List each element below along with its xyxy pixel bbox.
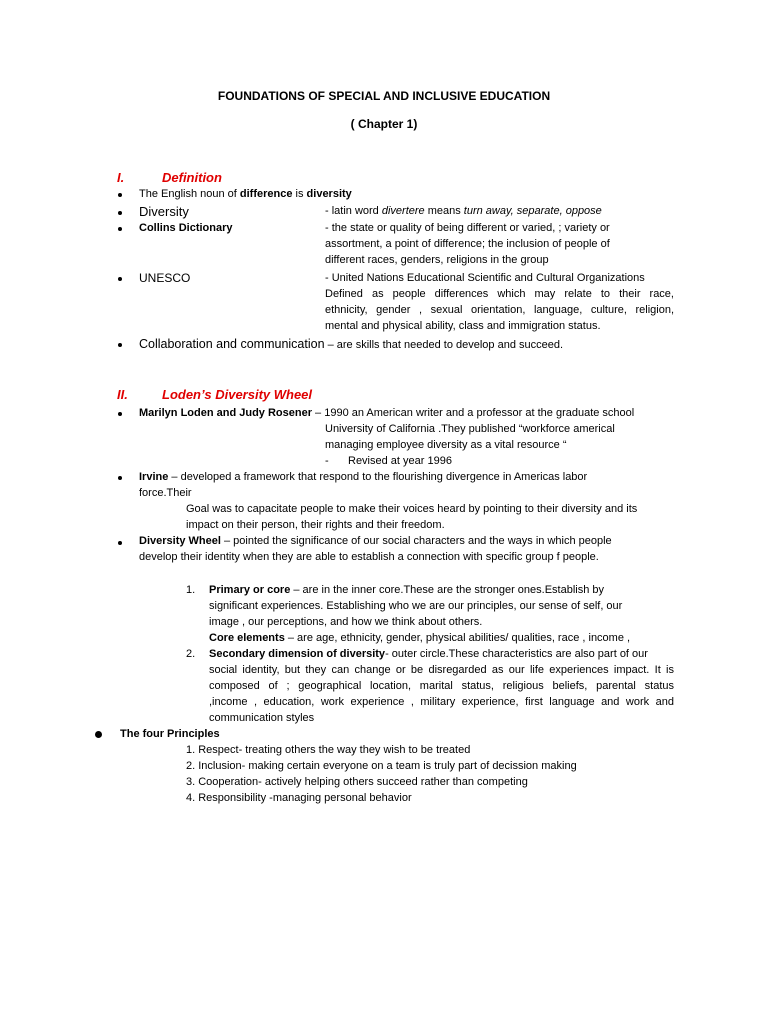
wheel-text-1: – pointed the significance of our social characters and the ways in which people bbox=[220, 535, 612, 547]
secondary-line-4: ,income , education, work experience , military experience, first language and work and bbox=[209, 696, 674, 708]
diversity-def-pre: - latin word bbox=[325, 205, 382, 217]
collaboration-line bbox=[139, 337, 563, 351]
principles-label: The four Principles bbox=[120, 728, 220, 740]
unesco-label: UNESCO bbox=[139, 271, 191, 285]
document-title: FOUNDATIONS OF SPECIAL AND INCLUSIVE EDUCATION bbox=[217, 89, 551, 103]
unesco-line-4: mental and physical ability, class and immigration status. bbox=[325, 320, 601, 332]
principle-item: 1. Respect- treating others the way they wish to be treated bbox=[186, 744, 471, 756]
bullet-icon bbox=[118, 193, 122, 197]
definition-bold-diversity: diversity bbox=[306, 188, 352, 200]
diversity-def-mid: means bbox=[424, 205, 464, 217]
unesco-line-1: - United Nations Educational Scientific and Cultural Organizations bbox=[325, 272, 645, 284]
chapter-subtitle: ( Chapter 1) bbox=[350, 117, 418, 131]
bullet-icon bbox=[118, 211, 122, 215]
irvine-label: Irvine bbox=[139, 471, 169, 483]
definition-text: The English noun of bbox=[139, 188, 240, 200]
collins-line-2: assortment, a point of difference; the inclusion of people of bbox=[325, 238, 610, 250]
collaboration-text: – are skills that needed to develop and succeed. bbox=[324, 339, 564, 351]
diversity-definition bbox=[325, 205, 602, 217]
loden-text-1: – 1990 an American writer and a professor at the graduate school bbox=[311, 407, 635, 419]
loden-dash: - bbox=[325, 455, 329, 467]
secondary-line-5: communication styles bbox=[209, 712, 315, 724]
unesco-line-2: Defined as people differences which may relate to their race, bbox=[325, 288, 674, 300]
collaboration-label: Collaboration and communication bbox=[139, 337, 325, 351]
bullet-icon bbox=[118, 412, 122, 416]
section-1-heading: Definition bbox=[162, 170, 222, 185]
diversity-def-latin: divertere bbox=[381, 205, 425, 217]
secondary-label: Secondary dimension of diversity bbox=[209, 648, 386, 660]
primary-number: 1. bbox=[186, 584, 196, 596]
collins-label: Collins Dictionary bbox=[139, 222, 233, 234]
irvine-line-4: impact on their person, their rights and their freedom. bbox=[186, 519, 445, 531]
diversity-def-meaning: turn away, separate, oppose bbox=[463, 205, 602, 217]
section-2-heading: Loden’s Diversity Wheel bbox=[162, 387, 313, 402]
loden-line-3: managing employee diversity as a vital resource “ bbox=[325, 439, 567, 451]
bullet-icon bbox=[118, 541, 122, 545]
irvine-line-2: force.Their bbox=[139, 487, 192, 499]
irvine-line-1 bbox=[139, 471, 587, 483]
bullet-icon bbox=[118, 343, 122, 347]
bullet-icon bbox=[118, 476, 122, 480]
principle-item: 4. Responsibility -managing personal behavior bbox=[186, 792, 412, 804]
core-elements-text: – are age, ethnicity, gender, physical abilities/ qualities, race , income , bbox=[284, 632, 631, 644]
principle-item: 3. Cooperation- actively helping others succeed rather than competing bbox=[186, 776, 528, 788]
primary-line-2: significant experiences. Establishing who we are our principles, our sense of self, our bbox=[209, 600, 623, 612]
section-1-number: I. bbox=[117, 170, 125, 185]
secondary-line-2: social identity, but they can change or be disregarded as our life experiences impact. It is bbox=[209, 664, 674, 676]
primary-label: Primary or core bbox=[209, 584, 291, 596]
primary-line-1 bbox=[209, 584, 604, 596]
definition-line bbox=[139, 188, 352, 200]
bullet-icon bbox=[118, 277, 122, 281]
loden-line-2: University of California .They published “workforce americal bbox=[325, 423, 615, 435]
wheel-line-1 bbox=[139, 535, 612, 547]
loden-line-1 bbox=[139, 407, 634, 419]
loden-line-4: Revised at year 1996 bbox=[348, 455, 452, 467]
bullet-icon bbox=[95, 731, 102, 738]
principle-item: 2. Inclusion- making certain everyone on a team is truly part of decission making bbox=[186, 760, 577, 772]
wheel-label: Diversity Wheel bbox=[139, 535, 221, 547]
definition-bold-difference: difference bbox=[239, 188, 293, 200]
unesco-line-3: ethnicity, gender , sexual orientation, language, culture, religion, bbox=[325, 304, 674, 316]
section-2-number: II. bbox=[117, 387, 128, 402]
core-elements-label: Core elements bbox=[209, 632, 285, 644]
secondary-line-1 bbox=[209, 648, 648, 660]
irvine-line-3: Goal was to capacitate people to make their voices heard by pointing to their diversity and its bbox=[186, 503, 638, 515]
collins-line-1: - the state or quality of being different or varied, ; variety or bbox=[325, 222, 610, 234]
primary-text-1: – are in the inner core.These are the stronger ones.Establish by bbox=[290, 584, 605, 596]
collins-line-3: different races, genders, religions in the group bbox=[325, 254, 549, 266]
irvine-text-1: – developed a framework that respond to the flourishing divergence in Americas labor bbox=[168, 471, 588, 483]
definition-text-mid: is bbox=[292, 188, 307, 200]
bullet-icon bbox=[118, 227, 122, 231]
secondary-number: 2. bbox=[186, 648, 196, 660]
secondary-line-3: composed of ; geographical location, marital status, religious beliefs, parental status bbox=[209, 680, 674, 692]
diversity-label: Diversity bbox=[139, 204, 189, 219]
primary-line-3: image , our perceptions, and how we think about others. bbox=[209, 616, 483, 628]
loden-label: Marilyn Loden and Judy Rosener bbox=[139, 407, 312, 419]
secondary-text-1: - outer circle.These characteristics are also part of our bbox=[385, 648, 648, 660]
core-elements-line bbox=[209, 632, 630, 644]
wheel-line-2: develop their identity when they are able to establish a connection with specific group f people. bbox=[139, 551, 599, 563]
